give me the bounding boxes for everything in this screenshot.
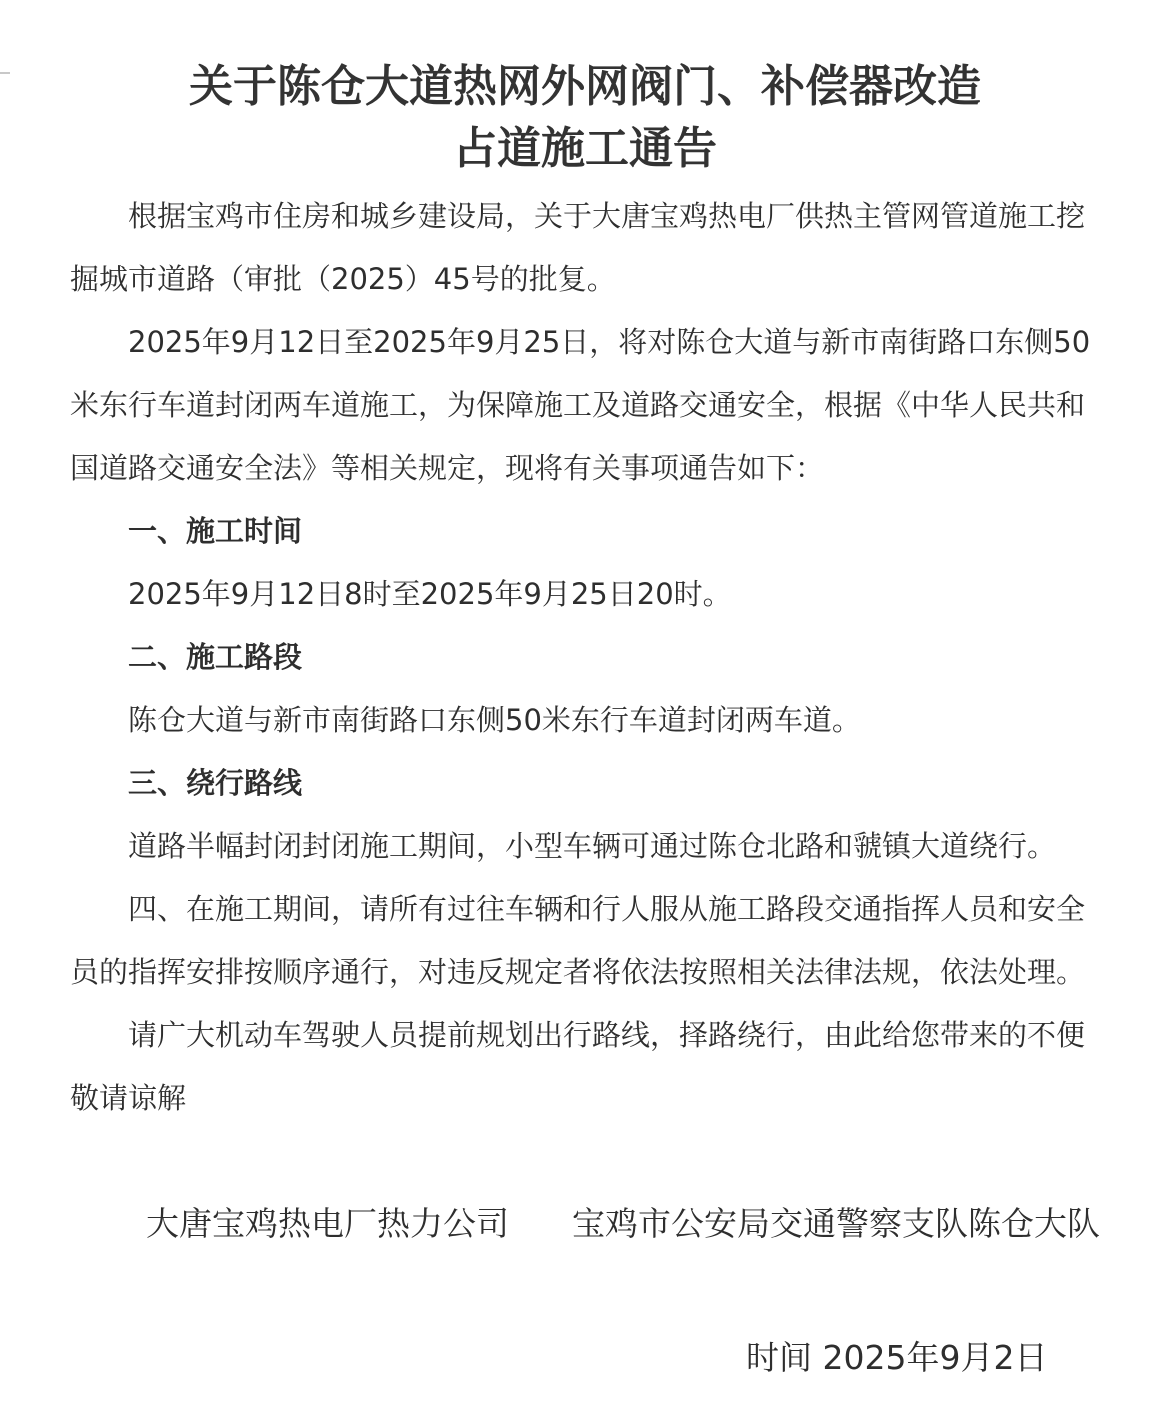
section1-heading: 一、施工时间 [128,514,303,548]
basis-paragraph [70,185,1110,311]
section1-text: 2025年9月12日8时至2025年9月25日20时。 [128,577,732,611]
section4-paragraph [70,878,1110,1004]
basis-text: 根据宝鸡市住房和城乡建设局，关于大唐宝鸡热电厂供热主管网管道施工挖掘城市道路（审批（2025）45号的批复。 [70,199,1086,296]
section3-heading: 三、绕行路线 [128,766,303,800]
intro-text: 2025年9月12日至2025年9月25日，将对陈仓大道与新市南街路口东侧50米东行车道封闭两车道施工，为保障施工及道路交通安全，根据《中华人民共和国道路交通安全法》等相关规定，现将有关事项通告如下： [70,325,1091,485]
section2-text: 陈仓大道与新市南街路口东侧50米东行车道封闭两车道。 [128,703,861,737]
section4-text: 四、在施工期间，请所有过往车辆和行人服从施工路段交通指挥人员和安全员的指挥安排按顺序通行，对违反规定者将依法按照相关法律法规，依法处理。 [70,892,1086,989]
section2-heading: 二、施工路段 [128,640,303,674]
notice-title-line2: 占道施工通告 [453,123,717,174]
closing-paragraph [70,1004,1110,1130]
signatory-left: 大唐宝鸡热电厂热力公司 [146,1204,509,1243]
notice-title-line1: 关于陈仓大道热网外网阀门、补偿器改造 [189,61,981,112]
closing-text: 请广大机动车驾驶人员提前规划出行路线，择路绕行，由此给您带来的不便敬请谅解 [70,1018,1086,1115]
issue-date: 时间 2025年9月2日 [746,1338,1048,1377]
signatory-right: 宝鸡市公安局交通警察支队陈仓大队 [572,1204,1100,1243]
section3-text: 道路半幅封闭封闭施工期间，小型车辆可通过陈仓北路和虢镇大道绕行。 [128,829,1057,863]
intro-paragraph [70,311,1110,500]
